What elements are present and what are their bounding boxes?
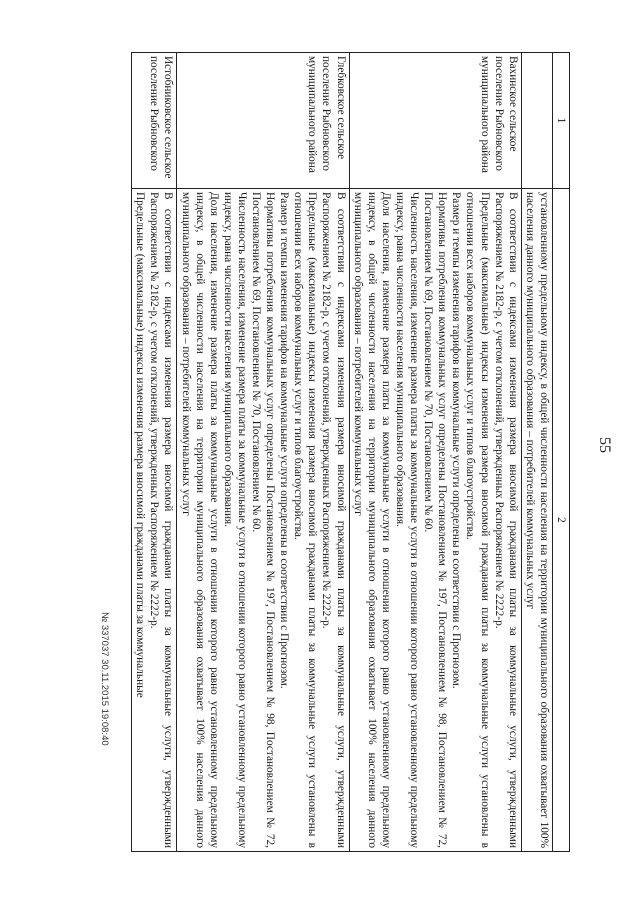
paragraph: Численность населения, изменение размера платы за коммунальные услуги в отношении которого равно установленному предельному индексу, равна численности населения муниципального образования. [221, 192, 248, 848]
document-registration-number: № 337037 30.11.2015 19:08:40 [99, 612, 110, 746]
column-header-1: 1 [552, 53, 569, 189]
paragraph: Размер и темпы изменения тарифов на коммунальные услуги определены в соответствии с Прогнозом. [450, 192, 463, 689]
paragraph: В соответствии с индексами изменения размера вносимой гражданами платы за коммунальные услуги, утвержденными Распоряжением № 2182-р, с учетом отклонений, утвержденных Распоряжением № 2222-р. [148, 192, 175, 848]
stamp-mark [136, 606, 156, 626]
region-cell: Истобниковское сельское поселение Рыбновского [132, 53, 177, 189]
region-cell [521, 53, 552, 189]
paragraph: Доля населения, изменение размера платы за коммунальные услуги в отношении которого равно установленному предельному индексу, в общей численности населения на территории муниципального образования охватывает 100% населения данного муниципального образования – потребителей коммунальных услуг [179, 192, 220, 848]
table-row [521, 53, 552, 852]
page-number: 55 [596, 437, 613, 453]
text-cell [132, 189, 177, 852]
paragraph: В соответствии с индексами изменения размера вносимой гражданами платы за коммунальные услуги, утвержденными Распоряжением № 2182-р, с учетом отклонений, утвержденных Распоряжением № 2222-р. [320, 192, 347, 848]
region-cell: Вахинское сельское поселение Рыбновского муниципального района [349, 53, 521, 189]
text-cell [177, 189, 349, 852]
rotated-table-sheet [70, 52, 570, 852]
table-row [132, 53, 177, 852]
paragraph: Размер и темпы изменения тарифов на коммунальные услуги определены в соответствии с Прогнозом. [278, 192, 291, 689]
paragraph: Нормативы потребления коммунальных услуг определены Постановлением № 197, Постановлением № 98, Постановлением № 72, Постановлением № 69, Постановлением № 70, Постановлением № 60. [250, 192, 277, 848]
table-row [177, 53, 349, 852]
paragraph: Доля населения, изменение размера платы за коммунальные услуги в отношении которого равно установленному предельному индексу, в общей численности населения на территории муниципального образования охватывает 100% населения данного муниципального образования – потребителей коммунальных услуг [351, 192, 392, 848]
paragraph: Предельные (максимальные) индексы изменения размера вносимой гражданами платы за коммунальные услуги установлены в отношении всех наборов коммунальных услуг и типов благоустройства. [292, 192, 319, 848]
table-header-row [552, 53, 569, 852]
paragraph: В соответствии с индексами изменения размера вносимой гражданами платы за коммунальные услуги, утвержденными Распоряжением № 2182-р, с учетом отклонений, утвержденных Распоряжением № 2222-р. [492, 192, 519, 848]
region-cell: Глебковское сельское поселение Рыбновского муниципального района [177, 53, 349, 189]
column-header-2: 2 [552, 189, 569, 852]
text-cell [349, 189, 521, 852]
paragraph: Нормативы потребления коммунальных услуг определены Постановлением № 197, Постановлением № 98, Постановлением № 72, Постановлением № 69, Постановлением № 70, Постановлением № 60. [422, 192, 449, 848]
text-cell [521, 189, 552, 852]
paragraph: Численность населения, изменение размера платы за коммунальные услуги в отношении которого равно установленному предельному индексу, равна численности населения муниципального образования. [393, 192, 421, 848]
paragraph: установленному предельному индексу, в общей численности населения на территории муниципального образования охватывает 100% населения данного муниципального образования – потребителей коммунальных услуг [523, 192, 550, 848]
table-row [349, 53, 521, 852]
paragraph: Предельные (максимальные) индексы изменения размера вносимой гражданами платы за коммунальные услуги установлены в отношении всех наборов коммунальных услуг и типов благоустройства. [464, 192, 491, 848]
document-table [131, 52, 570, 852]
paragraph: Предельные (максимальные) индексы изменения размера вносимой гражданами платы за коммунальные [134, 192, 147, 698]
